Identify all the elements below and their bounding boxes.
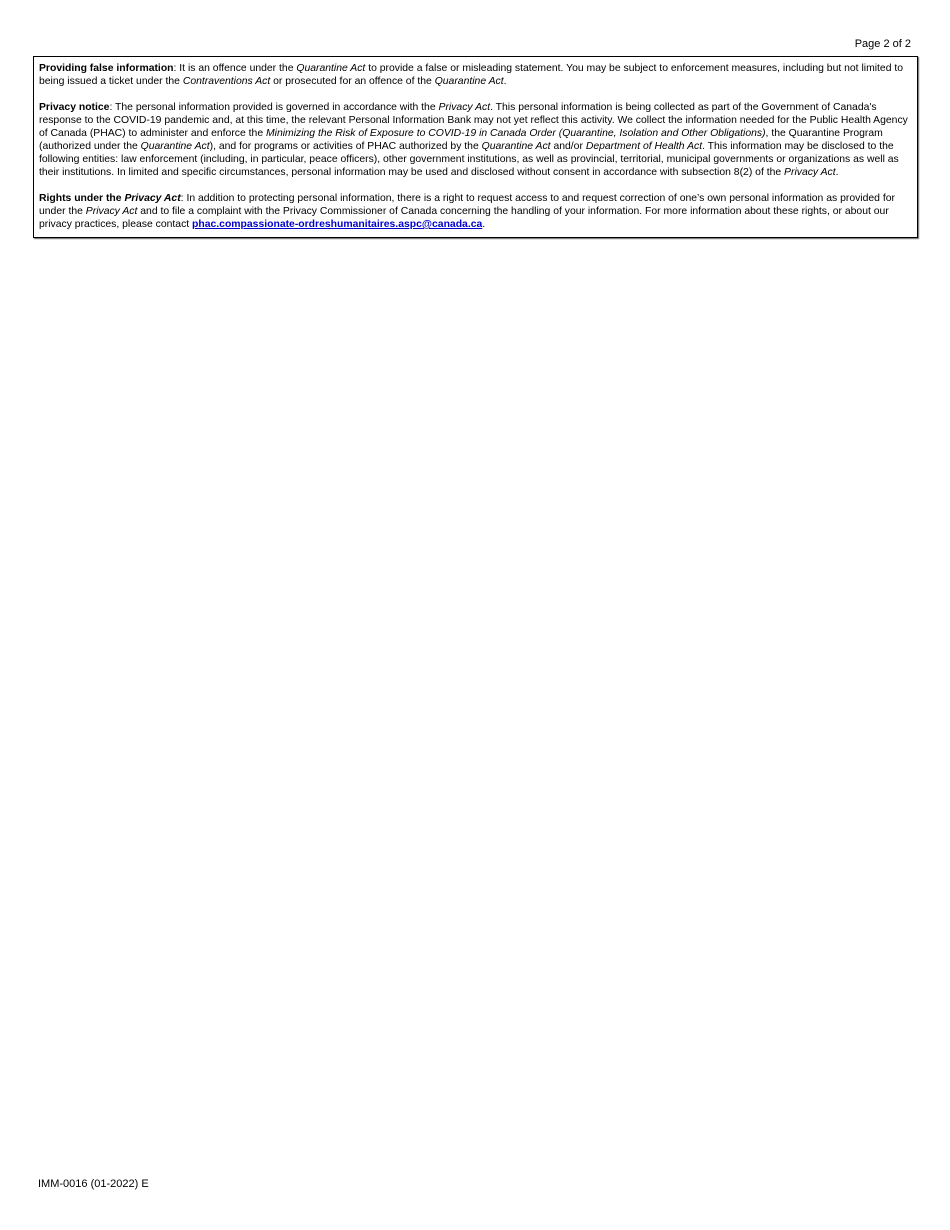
- rights-heading: Rights under the Privacy Act: [39, 193, 181, 204]
- contact-email-link[interactable]: phac.compassionate-ordreshumanitaires.aspc@canada.ca: [192, 219, 483, 230]
- privacy-notice-heading: Privacy notice: [39, 102, 110, 113]
- rights-paragraph: Rights under the Privacy Act: In addition to protecting personal information, there is a right to request access to and request correction of one’s own personal information as provided for under the Privacy Act and to file a complaint with the Privacy Commissioner of Canada concerning the handling of your information. For more information about these rights, or about our privacy practices, please contact phac.compassionate-ordreshumanitaires.aspc@canada.ca.: [39, 193, 895, 230]
- false-information-heading: Providing false information: [39, 63, 174, 74]
- form-identifier: IMM-0016 (01-2022) E: [38, 1178, 149, 1190]
- notice-box: [33, 56, 918, 238]
- false-information-paragraph: Providing false information: It is an offence under the Quarantine Act to provide a false or misleading statement. You may be subject to enforcement measures, including but not limited to being issued a ticket under the Contraventions Act or prosecuted for an offence of the Quarantine Act.: [39, 63, 904, 87]
- page-number: Page 2 of 2: [854, 38, 911, 50]
- privacy-notice-paragraph: Privacy notice: The personal information provided is governed in accordance with the Privacy Act. This personal information is being collected as part of the Government of Canada's response to the COVID-19 pandemic and, at this time, the relevant Personal Information Bank may not yet reflect this activity. We collect the information needed for the Public Health Agency of Canada (PHAC) to administer and enforce the Minimizing the Risk of Exposure to COVID-19 in Canada Order (Quarantine, Isolation and Other Obligations), the Quarantine Program (authorized under the Quarantine Act), and for programs or activities of PHAC authorized by the Quarantine Act and/or Department of Health Act. This information may be disclosed to the following entities: law enforcement (including, in particular, peace officers), other government institutions, as well as provincial, territorial, municipal governments or organizations as well as their institutions. In limited and specific circumstances, personal information may be used and disclosed without consent in accordance with subsection 8(2) of the Privacy Act.: [39, 102, 908, 178]
